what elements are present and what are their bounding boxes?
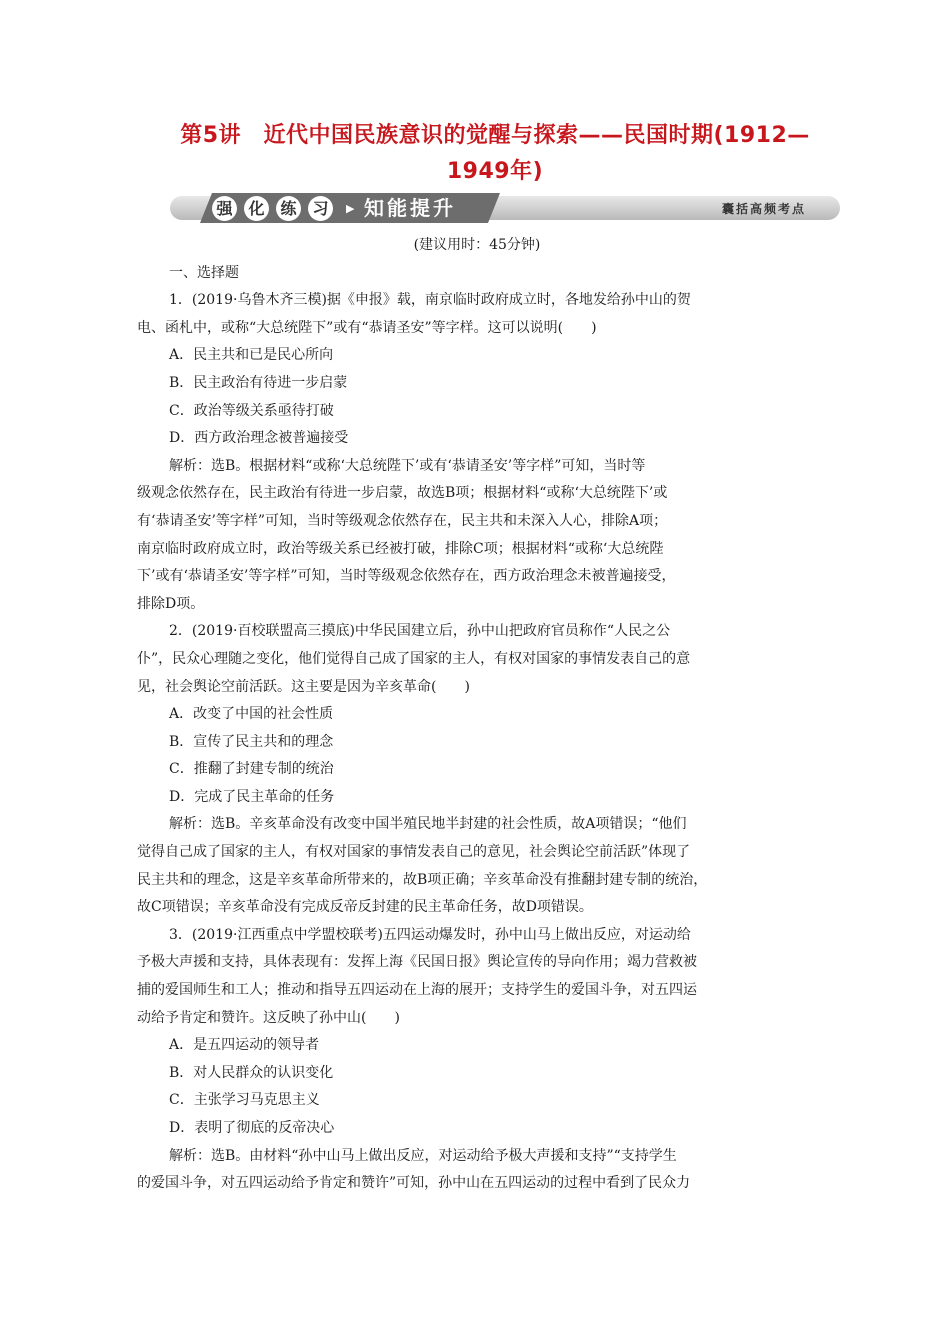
- answer-option: C．主张学习马克思主义: [169, 1092, 320, 1109]
- question-stem-line: 3．(2019·江西重点中学盟校联考)五四运动爆发时，孙中山马上做出反应，对运动给: [169, 926, 691, 943]
- answer-option: A．是五四运动的领导者: [169, 1037, 320, 1054]
- question-stem-line: 2．(2019·百校联盟高三摸底)中华民国建立后，孙中山把政府官员称作“人民之公: [169, 623, 671, 640]
- question-stem-line: 见，社会舆论空前活跃。这主要是因为辛亥革命( ): [137, 678, 470, 695]
- answer-option: A．民主共和已是民心所向: [169, 347, 334, 364]
- banner-title: 知能提升: [364, 196, 456, 220]
- answer-option: A．改变了中国的社会性质: [169, 706, 334, 723]
- banner-char-4: 习: [308, 196, 333, 221]
- question-stem-line: 电、函札中，或称“大总统陛下”或有“恭请圣安”等字样。这可以说明( ): [137, 319, 597, 336]
- analysis-line: 民主共和的理念，这是辛亥革命所带来的，故B项正确；辛亥革命没有推翻封建专制的统治，: [137, 871, 708, 888]
- time-hint: (建议用时：45分钟): [413, 237, 541, 253]
- analysis-line: 的爱国斗争，对五四运动给予肯定和赞许”可知，孙中山在五四运动的过程中看到了民众力: [137, 1175, 691, 1192]
- lesson-title-line-1: 第5讲 近代中国民族意识的觉醒与探索——民国时期(1912—: [180, 123, 810, 148]
- analysis-line: 觉得自己成了国家的主人，有权对国家的事情发表自己的意见，社会舆论空前活跃”体现了: [137, 844, 691, 861]
- banner-char-3: 练: [276, 196, 301, 221]
- analysis-line: 解析：选B。辛亥革命没有改变中国半殖民地半封建的社会性质，故A项错误；“他们: [169, 816, 687, 833]
- banner-char-1: 强: [212, 196, 237, 221]
- analysis-line: 南京临时政府成立时，政治等级关系已经被打破，排除C项；根据材料“或称‘大总统陛: [137, 540, 664, 557]
- answer-option: B．对人民群众的认识变化: [169, 1064, 334, 1081]
- answer-option: D．西方政治理念被普遍接受: [169, 430, 349, 447]
- question-stem-line: 仆”，民众心理随之变化，他们觉得自己成了国家的主人，有权对国家的事情发表自己的意: [137, 650, 691, 667]
- question-block: [137, 287, 817, 618]
- analysis-line: 下’或有‘恭请圣安’等字样”可知，当时等级观念依然存在，西方政治理念未被普遍接受，: [137, 568, 676, 585]
- analysis-line: 排除D项。: [137, 595, 205, 612]
- question-stem-line: 动给予肯定和赞许。这反映了孙中山( ): [137, 1009, 400, 1026]
- answer-option: D．完成了民主革命的任务: [169, 788, 335, 805]
- answer-option: C．政治等级关系亟待打破: [169, 402, 334, 419]
- lesson-title: [150, 118, 840, 190]
- lesson-title-line-2: 1949年): [446, 159, 544, 184]
- analysis-line: 故C项错误；辛亥革命没有完成反帝反封建的民主革命任务，故D项错误。: [137, 899, 593, 916]
- analysis-line: 有‘恭请圣安’等字样”可知，当时等级观念依然存在，民主共和未深入人心，排除A项；: [137, 512, 668, 529]
- answer-option: B．民主政治有待进一步启蒙: [169, 374, 348, 391]
- answer-option: B．宣传了民主共和的理念: [169, 733, 334, 750]
- banner-char-2: 化: [244, 196, 269, 221]
- question-block: [137, 922, 817, 1198]
- question-stem-line: 1．(2019·乌鲁木齐三模)据《申报》载，南京临时政府成立时，各地发给孙中山的贺: [169, 292, 691, 309]
- answer-option: D．表明了彻底的反帝决心: [169, 1120, 335, 1136]
- analysis-line: 级观念依然存在，民主政治有待进一步启蒙，故选B项；根据材料“或称‘大总统陛下’或: [137, 485, 668, 502]
- triangle-arrow-icon: ▶: [346, 202, 355, 215]
- banner-tag: 囊括高频考点: [722, 202, 807, 216]
- section-heading: 一、选择题: [169, 264, 239, 281]
- analysis-line: 解析：选B。根据材料“或称‘大总统陛下’或有‘恭请圣安’等字样”可知，当时等: [169, 457, 646, 474]
- question-list: [137, 287, 817, 1198]
- question-stem-line: 捕的爱国师生和工人；推动和指导五四运动在上海的展开；支持学生的爱国斗争，对五四运: [137, 982, 697, 999]
- question-block: [137, 618, 817, 922]
- analysis-line: 解析：选B。由材料“孙中山马上做出反应，对运动给予极大声援和支持”“支持学生: [169, 1147, 677, 1164]
- question-stem-line: 予极大声援和支持，具体表现有：发挥上海《民国日报》舆论宣传的导向作用；竭力营救被: [137, 954, 697, 971]
- exercise-content: [137, 232, 817, 1198]
- answer-option: C．推翻了封建专制的统治: [169, 761, 334, 778]
